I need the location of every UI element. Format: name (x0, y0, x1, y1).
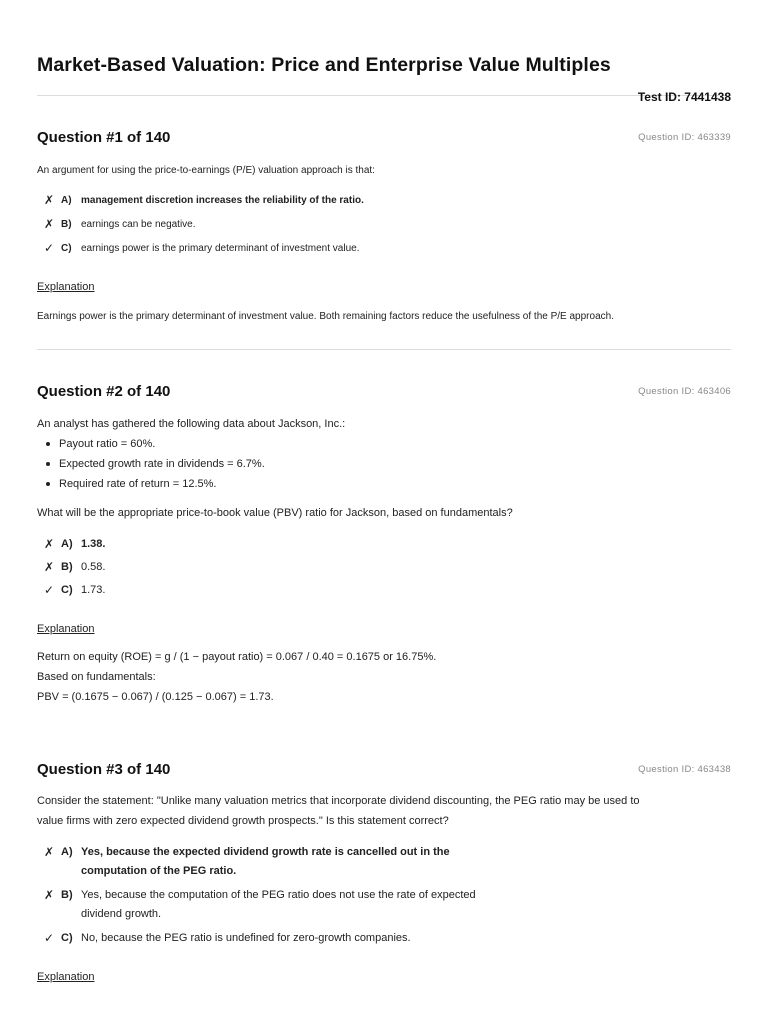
correct-icon: ✓ (44, 241, 55, 255)
bullet-icon (46, 442, 50, 446)
answer-letter: A) (61, 538, 73, 550)
explanation-text: Earnings power is the primary determinant of investment value. Both remaining factors reduce the usefulness of the P/E approach. (37, 311, 614, 322)
answer-text-line: No, because the PEG ratio is undefined for zero-growth companies. (81, 932, 411, 944)
explanation-link[interactable]: Explanation (37, 971, 95, 983)
incorrect-icon: ✗ (44, 193, 55, 207)
question-header (37, 128, 731, 150)
answer-letter: C) (61, 584, 73, 596)
answer-letter: C) (61, 243, 72, 254)
answer-list (37, 535, 731, 604)
answer-option-c[interactable] (37, 929, 731, 952)
list-item: Expected growth rate in dividends = 6.7%. (44, 454, 731, 474)
answer-text-line: computation of the PEG ratio. (81, 865, 237, 877)
correct-icon: ✓ (44, 931, 55, 945)
correct-icon: ✓ (44, 583, 55, 597)
incorrect-icon: ✗ (44, 560, 55, 574)
answer-text: management discretion increases the reliability of the ratio. (81, 195, 364, 206)
question-id: Question ID: 463438 (638, 764, 731, 775)
explanation-line: PBV = (0.1675 − 0.067) / (0.125 − 0.067) = 1.73. (37, 691, 274, 703)
incorrect-icon: ✗ (44, 888, 55, 902)
bullet-icon (46, 482, 50, 486)
document-title: Market-Based Valuation: Price and Enterprise Value Multiples (37, 54, 611, 76)
bullet-icon (46, 462, 50, 466)
question-prompt: What will be the appropriate price-to-book value (PBV) ratio for Jackson, based on fundamentals? (37, 507, 513, 519)
incorrect-icon: ✗ (44, 845, 55, 859)
test-id: Test ID: 7441438 (637, 90, 731, 104)
answer-option-a[interactable] (37, 191, 731, 215)
answer-option-c[interactable] (37, 581, 731, 604)
question-title: Question #1 of 140 (37, 129, 171, 146)
question-title: Question #3 of 140 (37, 761, 171, 778)
answer-text-line: Yes, because the computation of the PEG ratio does not use the rate of expected (81, 889, 476, 901)
answer-option-a[interactable] (37, 843, 731, 886)
answer-letter: C) (61, 932, 73, 944)
answer-text-line: dividend growth. (81, 908, 162, 920)
answer-letter: A) (61, 195, 72, 206)
question-header (37, 760, 731, 782)
answer-letter: B) (61, 219, 72, 230)
explanation-line: Return on equity (ROE) = g / (1 − payout ratio) = 0.067 / 0.40 = 0.1675 or 16.75%. (37, 651, 437, 663)
question-prompt (37, 791, 731, 831)
answer-text: 1.73. (81, 584, 106, 596)
prompt-line: value firms with zero expected dividend growth prospects." Is this statement correct? (37, 815, 449, 827)
answer-letter: B) (61, 561, 73, 573)
list-item: Payout ratio = 60%. (44, 434, 731, 454)
question-id: Question ID: 463406 (638, 386, 731, 397)
question-2 (37, 382, 731, 707)
data-list (37, 434, 731, 494)
answer-list (37, 191, 731, 263)
question-header (37, 382, 731, 404)
answer-option-c[interactable] (37, 239, 731, 263)
explanation-link[interactable]: Explanation (37, 623, 95, 635)
explanation-link[interactable]: Explanation (37, 281, 95, 293)
answer-option-b[interactable] (37, 215, 731, 239)
incorrect-icon: ✗ (44, 537, 55, 551)
question-3 (37, 760, 731, 986)
explanation-line: Based on fundamentals: (37, 671, 156, 683)
answer-letter: B) (61, 889, 73, 901)
answer-text: 0.58. (81, 561, 106, 573)
answer-text-line: Yes, because the expected dividend growth rate is cancelled out in the (81, 846, 450, 858)
answer-option-b[interactable] (37, 558, 731, 581)
question-id: Question ID: 463339 (638, 132, 731, 143)
incorrect-icon: ✗ (44, 217, 55, 231)
question-1 (37, 128, 731, 327)
explanation-text (37, 647, 731, 707)
answer-option-b[interactable] (37, 886, 731, 929)
list-item: Required rate of return = 12.5%. (44, 474, 731, 494)
answer-text: earnings power is the primary determinant of investment value. (81, 243, 360, 254)
answer-text: 1.38. (81, 538, 106, 550)
question-intro: An analyst has gathered the following data about Jackson, Inc.: (37, 418, 346, 430)
answer-letter: A) (61, 846, 73, 858)
answer-list (37, 843, 731, 952)
answer-text: earnings can be negative. (81, 219, 196, 230)
answer-option-a[interactable] (37, 535, 731, 558)
question-divider (37, 349, 731, 350)
title-divider (37, 95, 731, 96)
prompt-line: Consider the statement: "Unlike many valuation metrics that incorporate dividend discounting, the PEG ratio may be used to (37, 795, 640, 807)
question-prompt: An argument for using the price-to-earnings (P/E) valuation approach is that: (37, 165, 375, 176)
question-title: Question #2 of 140 (37, 383, 171, 400)
